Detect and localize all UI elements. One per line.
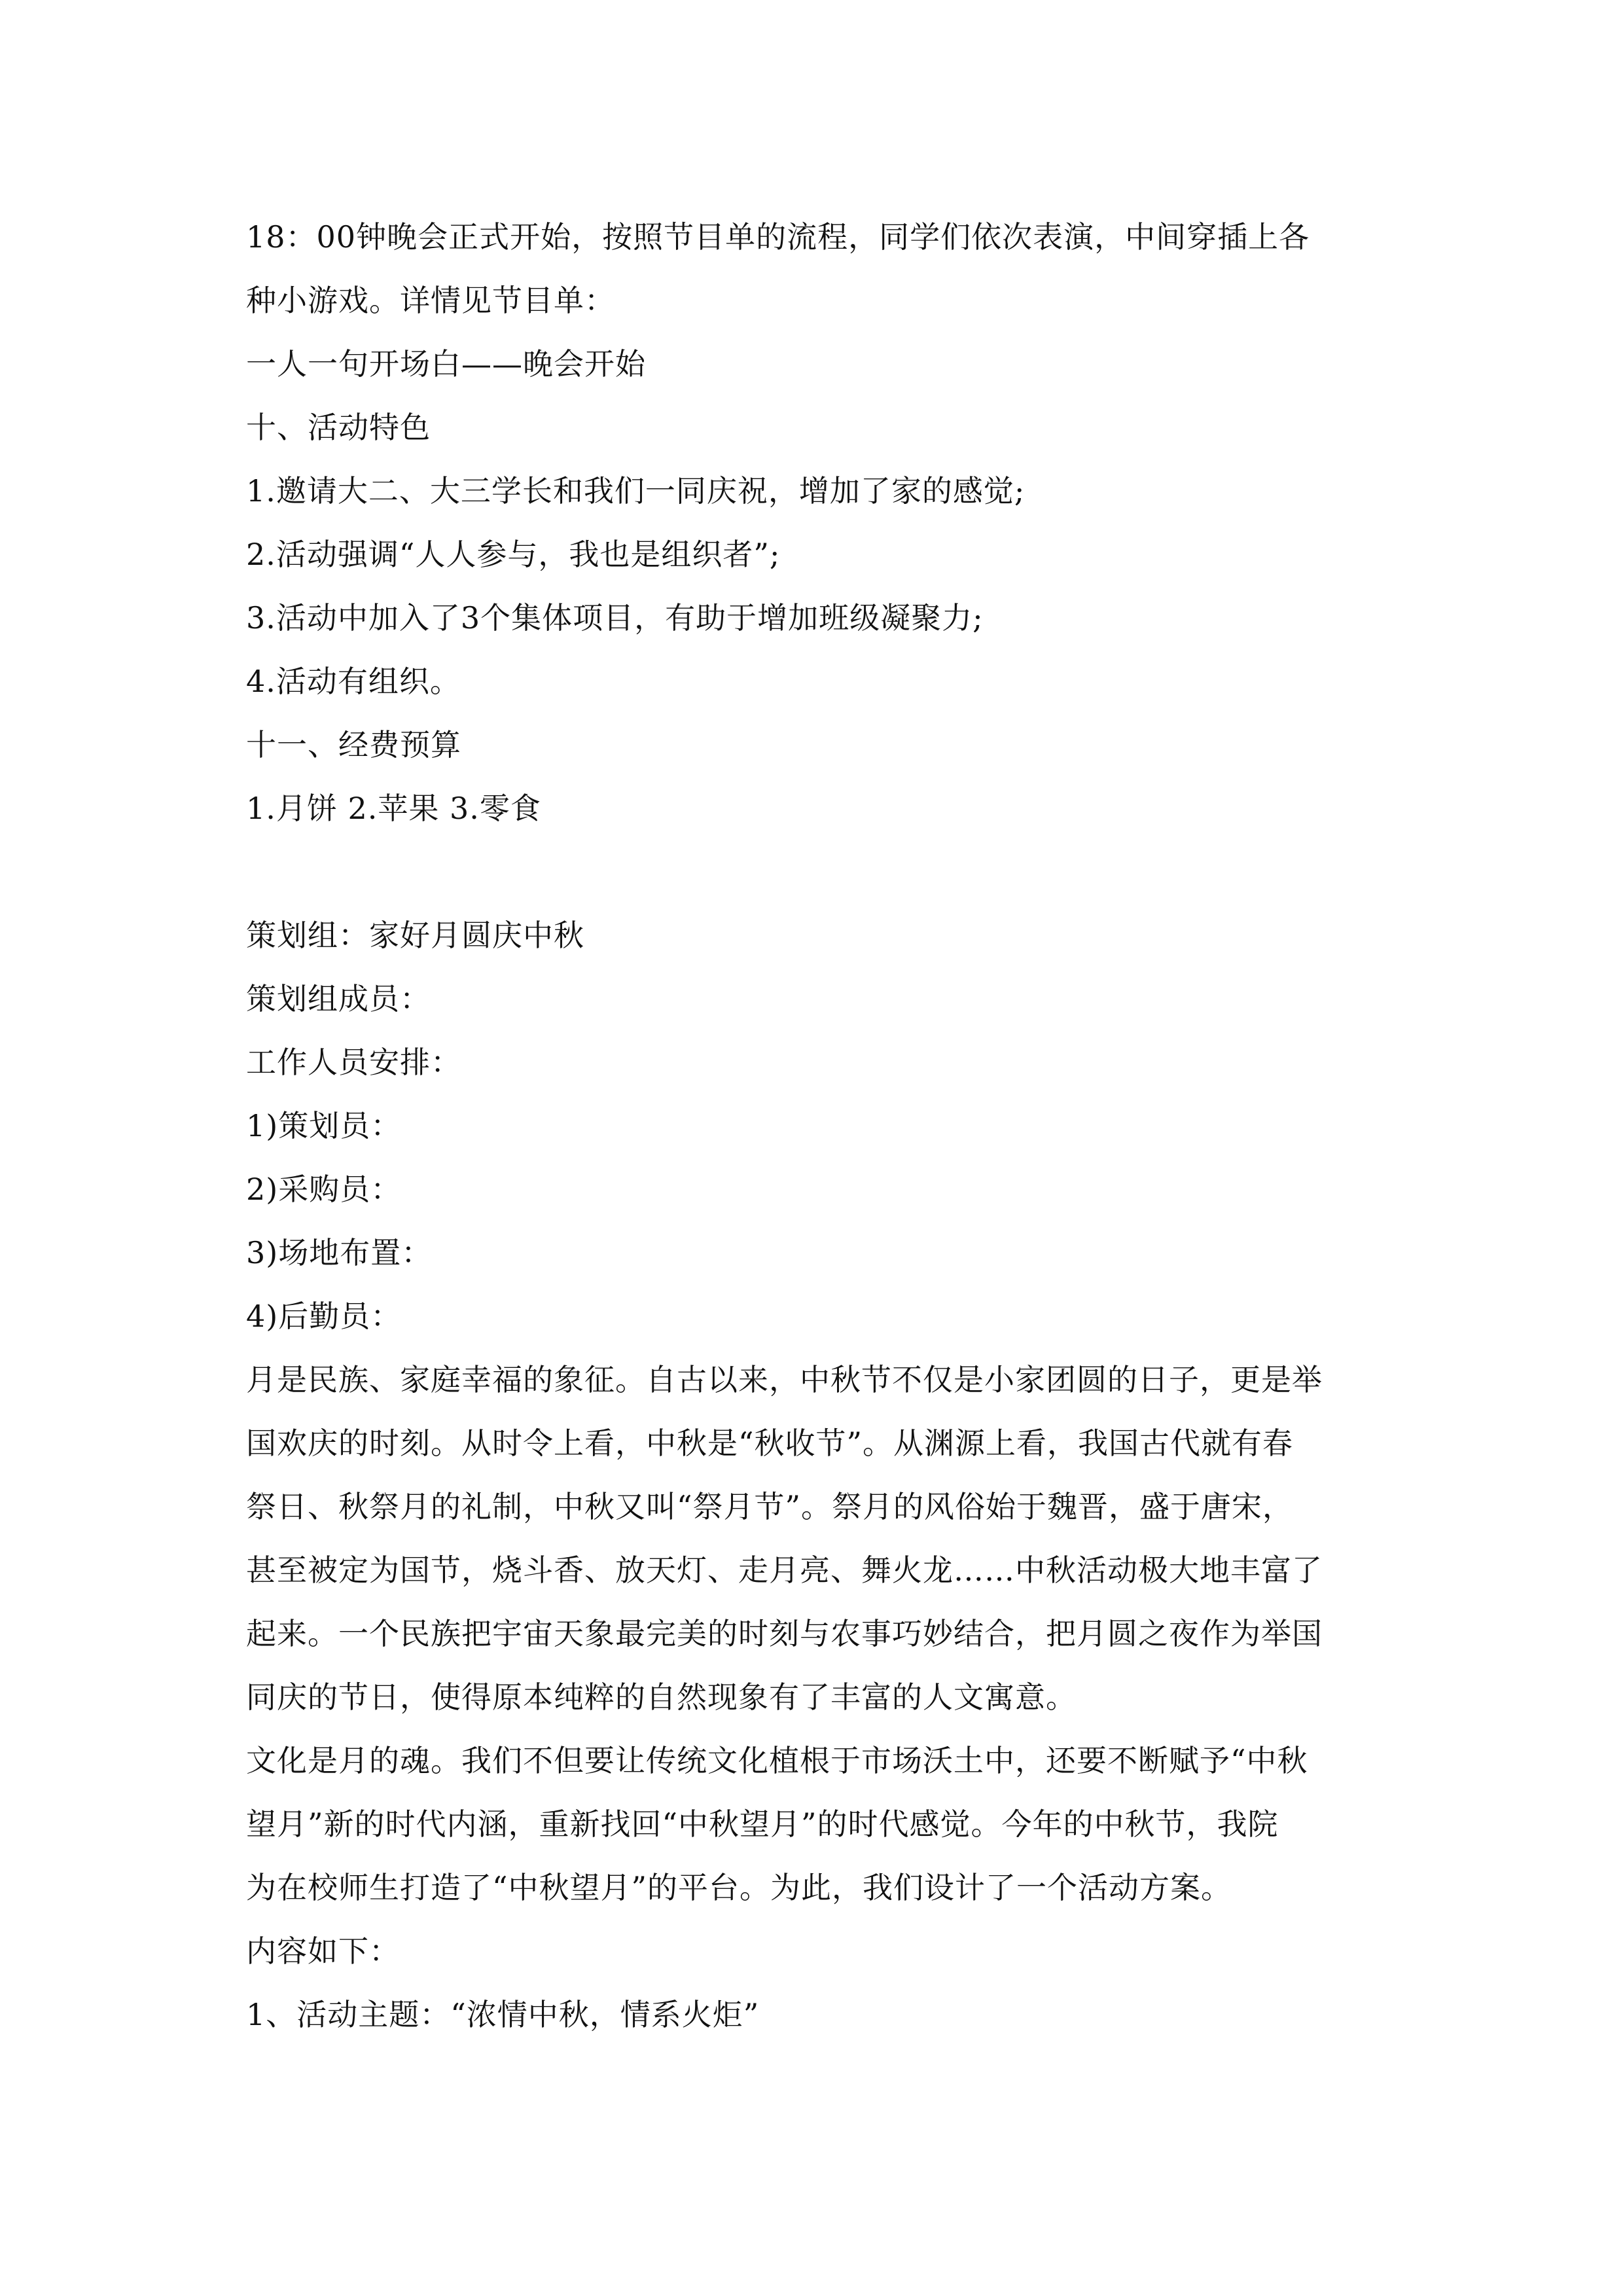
section-heading: 十、活动特色 xyxy=(246,410,431,445)
paragraph-line: 月是民族、家庭幸福的象征。自古以来，中秋节不仅是小家团圆的日子，更是举 xyxy=(246,1362,1323,1397)
text-line: 1、活动主题：“浓情中秋，情系火炬” xyxy=(246,1997,760,2032)
paragraph-line: 同庆的节日，使得原本纯粹的自然现象有了丰富的人文寓意。 xyxy=(246,1679,1077,1715)
text-line: 策划组：家好月圆庆中秋 xyxy=(246,918,584,953)
list-item: 3)场地布置： xyxy=(246,1235,433,1270)
list-item: 1)策划员： xyxy=(246,1108,402,1143)
paragraph-line: 祭日、秋祭月的礼制，中秋又叫“祭月节”。祭月的风俗始于魏晋，盛于唐宋， xyxy=(246,1489,1294,1524)
text-line: 18：00钟晚会正式开始，按照节目单的流程，同学们依次表演，中间穿插上各 xyxy=(246,219,1310,255)
list-item: 4)后勤员： xyxy=(246,1299,402,1334)
list-item: 2)采购员： xyxy=(246,1172,402,1207)
text-line: 策划组成员： xyxy=(246,981,431,1016)
paragraph-line: 文化是月的魂。我们不但要让传统文化植根于市场沃土中，还要不断赋予“中秋 xyxy=(246,1743,1308,1778)
list-item: 1.月饼 2.苹果 3.零食 xyxy=(246,791,541,826)
text-line: 种小游戏。详情见节目单： xyxy=(246,283,615,318)
section-heading: 十一、经费预算 xyxy=(246,727,461,762)
list-item: 2.活动强调“人人参与，我也是组织者”; xyxy=(246,537,781,572)
text-line: 一人一句开场白——晚会开始 xyxy=(246,346,646,382)
paragraph-line: 国欢庆的时刻。从时令上看，中秋是“秋收节”。从渊源上看，我国古代就有春 xyxy=(246,1426,1294,1461)
document-body xyxy=(246,206,1378,2047)
paragraph-line: 起来。一个民族把宇宙天象最完美的时刻与农事巧妙结合，把月圆之夜作为举国 xyxy=(246,1616,1323,1651)
text-line: 内容如下： xyxy=(246,1933,400,1969)
paragraph-line: 为在校师生打造了“中秋望月”的平台。为此，我们设计了一个活动方案。 xyxy=(246,1870,1232,1905)
paragraph-line: 望月”新的时代内涵，重新找回“中秋望月”的时代感觉。今年的中秋节，我院 xyxy=(246,1806,1279,1842)
list-item: 1.邀请大二、大三学长和我们一同庆祝，增加了家的感觉; xyxy=(246,473,1026,509)
list-item: 3.活动中加入了3个集体项目，有助于增加班级凝聚力; xyxy=(246,600,984,636)
text-line: 工作人员安排： xyxy=(246,1045,461,1080)
paragraph-gap xyxy=(246,840,1378,904)
paragraph-line: 甚至被定为国节，烧斗香、放天灯、走月亮、舞火龙……中秋活动极大地丰富了 xyxy=(246,1552,1323,1588)
list-item: 4.活动有组织。 xyxy=(246,664,461,699)
